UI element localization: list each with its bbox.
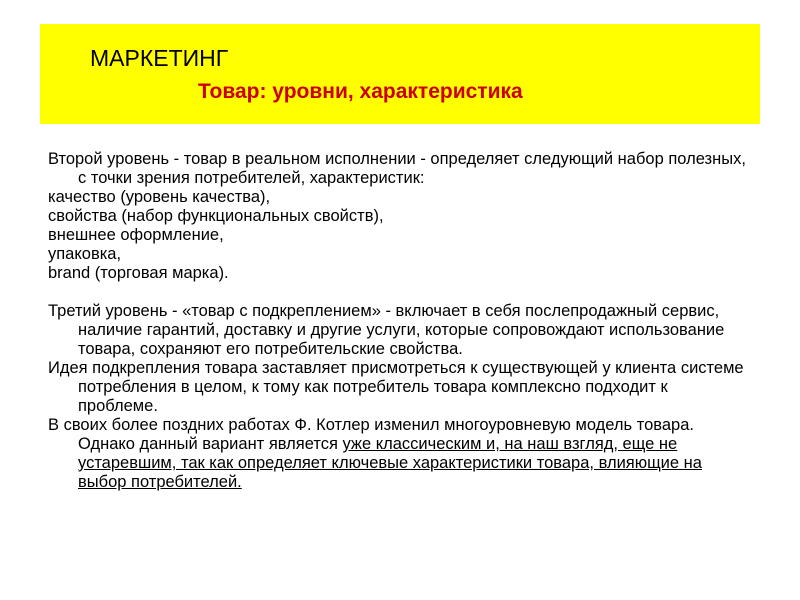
header-band	[40, 24, 760, 124]
third-level-paragraph: Третий уровень - «товар с подкреплением» - включает в себя послепродажный сервис, наличие гарантий, доставку и другие услуги, которые сопровождают использование товара, сохраняют его потребительские свойства.	[48, 302, 725, 358]
kotler-text: В своих более поздних работах Ф. Котлер изменил многоуровневую модель товара. Однако данный вариант является	[48, 416, 694, 453]
list-item-design: внешнее оформление,	[48, 226, 224, 244]
paragraph-gap	[48, 283, 748, 302]
list-item-packaging: упаковка,	[48, 245, 122, 263]
list-item-quality: качество (уровень качества),	[48, 188, 271, 206]
second-level-intro: Второй уровень - товар в реальном исполнении - определяет следующий набор полезных, с точки зрения потребителей, характеристик:	[48, 150, 746, 187]
list-item-brand: brand (торговая марка).	[48, 264, 229, 282]
slide-body	[48, 150, 748, 492]
reinforcement-idea-paragraph: Идея подкрепления товара заставляет присмотреться к существующей у клиента системе потребления в целом, к тому как потребитель товара комплексно подходит к проблеме.	[48, 359, 744, 415]
kotler-underlined-text: уже классическим и, на наш взгляд, еще не устаревшим, так как определяет ключевые характеристики товара, влияющие на выбор потребителей.	[78, 435, 702, 491]
kotler-paragraph	[48, 416, 748, 492]
slide-subtitle: Товар: уровни, характеристика	[198, 80, 523, 103]
list-item-properties: свойства (набор функциональных свойств),	[48, 207, 384, 225]
slide-title: МАРКЕТИНГ	[90, 45, 229, 71]
